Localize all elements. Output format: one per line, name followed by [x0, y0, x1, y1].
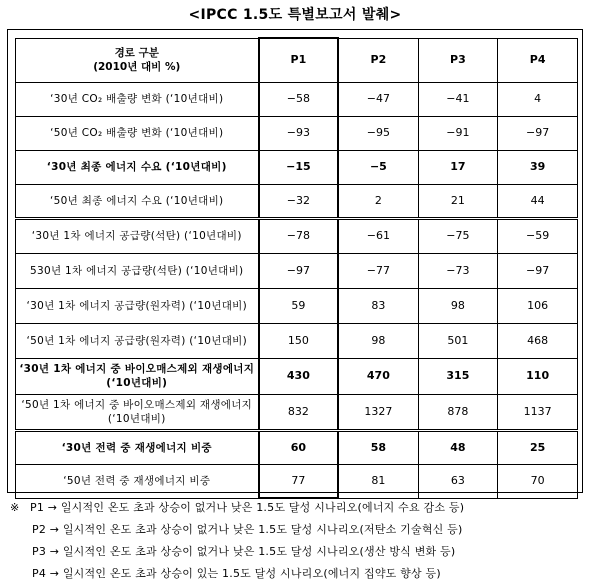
- cell-p3: 878: [418, 394, 498, 430]
- header-label-line2: (2010년 대비 %): [93, 61, 181, 73]
- cell-p2: 470: [338, 358, 418, 394]
- page-title: <IPCC 1.5도 특별보고서 발췌>: [188, 7, 402, 23]
- header-row: [16, 38, 578, 82]
- cell-p3: 17: [418, 150, 498, 184]
- cell-p4: 468: [498, 323, 578, 358]
- cell-p1: −32: [259, 184, 339, 218]
- row-label: ‘50년 1차 에너지 공급량(원자력) (‘10년대비): [16, 323, 259, 358]
- cell-p4: −97: [498, 253, 578, 288]
- cell-p1: −93: [259, 116, 339, 150]
- header-p3: P3: [418, 38, 498, 82]
- row-label: ‘50년 CO₂ 배출량 변화 (‘10년대비): [16, 116, 259, 150]
- pathway-table: [15, 37, 578, 499]
- header-label-line1: 경로 구분: [114, 47, 159, 59]
- row-label: ‘50년 1차 에너지 중 바이오매스제외 재생에너지 (‘10년대비): [16, 394, 259, 430]
- cell-p1: 60: [259, 430, 339, 464]
- cell-p4: 4: [498, 82, 578, 116]
- cell-p4: 1137: [498, 394, 578, 430]
- reference-mark: ※: [10, 501, 20, 514]
- cell-p1: −97: [259, 253, 339, 288]
- cell-p3: 315: [418, 358, 498, 394]
- footnote-line: P4 → 일시적인 온도 초과 상승이 있는 1.5도 달성 시나리오(에너지 집약도 향상 등): [32, 567, 441, 580]
- cell-p1: −78: [259, 218, 339, 253]
- cell-p2: 83: [338, 288, 418, 323]
- table-row: [16, 323, 578, 358]
- footnotes: [10, 497, 585, 585]
- cell-p2: 1327: [338, 394, 418, 430]
- row-label: ‘30년 1차 에너지 중 바이오매스제외 재생에너지 (‘10년대비): [16, 358, 259, 394]
- cell-p2: 81: [338, 464, 418, 498]
- cell-p4: 39: [498, 150, 578, 184]
- cell-p2: −77: [338, 253, 418, 288]
- table-row: [16, 150, 578, 184]
- cell-p4: 25: [498, 430, 578, 464]
- cell-p1: −15: [259, 150, 339, 184]
- cell-p2: 98: [338, 323, 418, 358]
- cell-p3: 48: [418, 430, 498, 464]
- cell-p4: 70: [498, 464, 578, 498]
- cell-p4: −97: [498, 116, 578, 150]
- row-label: ‘30년 전력 중 재생에너지 비중: [16, 430, 259, 464]
- table-row: [16, 218, 578, 253]
- footnote-text: P1 → 일시적인 온도 초과 상승이 없거나 낮은 1.5도 달성 시나리오(에너지 수요 감소 등): [30, 501, 465, 514]
- header-p1: P1: [259, 38, 339, 82]
- cell-p3: 501: [418, 323, 498, 358]
- row-label: ‘30년 최종 에너지 수요 (‘10년대비): [16, 150, 259, 184]
- cell-p3: −91: [418, 116, 498, 150]
- table-row: [16, 394, 578, 430]
- cell-p1: 59: [259, 288, 339, 323]
- cell-p3: 98: [418, 288, 498, 323]
- footnote-line: P3 → 일시적인 온도 초과 상승이 없거나 낮은 1.5도 달성 시나리오(생산 방식 변화 등): [32, 545, 456, 558]
- cell-p3: −75: [418, 218, 498, 253]
- cell-p1: 150: [259, 323, 339, 358]
- cell-p1: −58: [259, 82, 339, 116]
- row-label: ‘50년 전력 중 재생에너지 비중: [16, 464, 259, 498]
- cell-p2: −47: [338, 82, 418, 116]
- table-row: [16, 184, 578, 218]
- header-p2: P2: [338, 38, 418, 82]
- table-row: [16, 253, 578, 288]
- table-frame: [7, 29, 583, 493]
- cell-p4: 106: [498, 288, 578, 323]
- row-label: ‘50년 최종 에너지 수요 (‘10년대비): [16, 184, 259, 218]
- footnote-line: [10, 497, 585, 519]
- table-row: [16, 116, 578, 150]
- table-row: [16, 464, 578, 498]
- cell-p1: 77: [259, 464, 339, 498]
- cell-p2: −95: [338, 116, 418, 150]
- cell-p3: 21: [418, 184, 498, 218]
- cell-p4: 110: [498, 358, 578, 394]
- row-label: ‘30년 1차 에너지 공급량(석탄) (‘10년대비): [16, 218, 259, 253]
- table-row: [16, 358, 578, 394]
- cell-p3: −73: [418, 253, 498, 288]
- cell-p1: 832: [259, 394, 339, 430]
- table-row: [16, 288, 578, 323]
- row-label: ‘30년 CO₂ 배출량 변화 (‘10년대비): [16, 82, 259, 116]
- cell-p2: 58: [338, 430, 418, 464]
- table-row: [16, 82, 578, 116]
- footnote-line: P2 → 일시적인 온도 초과 상승이 없거나 낮은 1.5도 달성 시나리오(저탄소 기술혁신 등): [32, 523, 463, 536]
- cell-p1: 430: [259, 358, 339, 394]
- table-row: [16, 430, 578, 464]
- header-p4: P4: [498, 38, 578, 82]
- cell-p3: −41: [418, 82, 498, 116]
- header-label-cell: [16, 38, 259, 82]
- cell-p2: −61: [338, 218, 418, 253]
- cell-p4: 44: [498, 184, 578, 218]
- cell-p2: −5: [338, 150, 418, 184]
- cell-p3: 63: [418, 464, 498, 498]
- row-label: 530년 1차 에너지 공급량(석탄) (‘10년대비): [16, 253, 259, 288]
- row-label: ‘30년 1차 에너지 공급량(원자력) (‘10년대비): [16, 288, 259, 323]
- cell-p2: 2: [338, 184, 418, 218]
- cell-p4: −59: [498, 218, 578, 253]
